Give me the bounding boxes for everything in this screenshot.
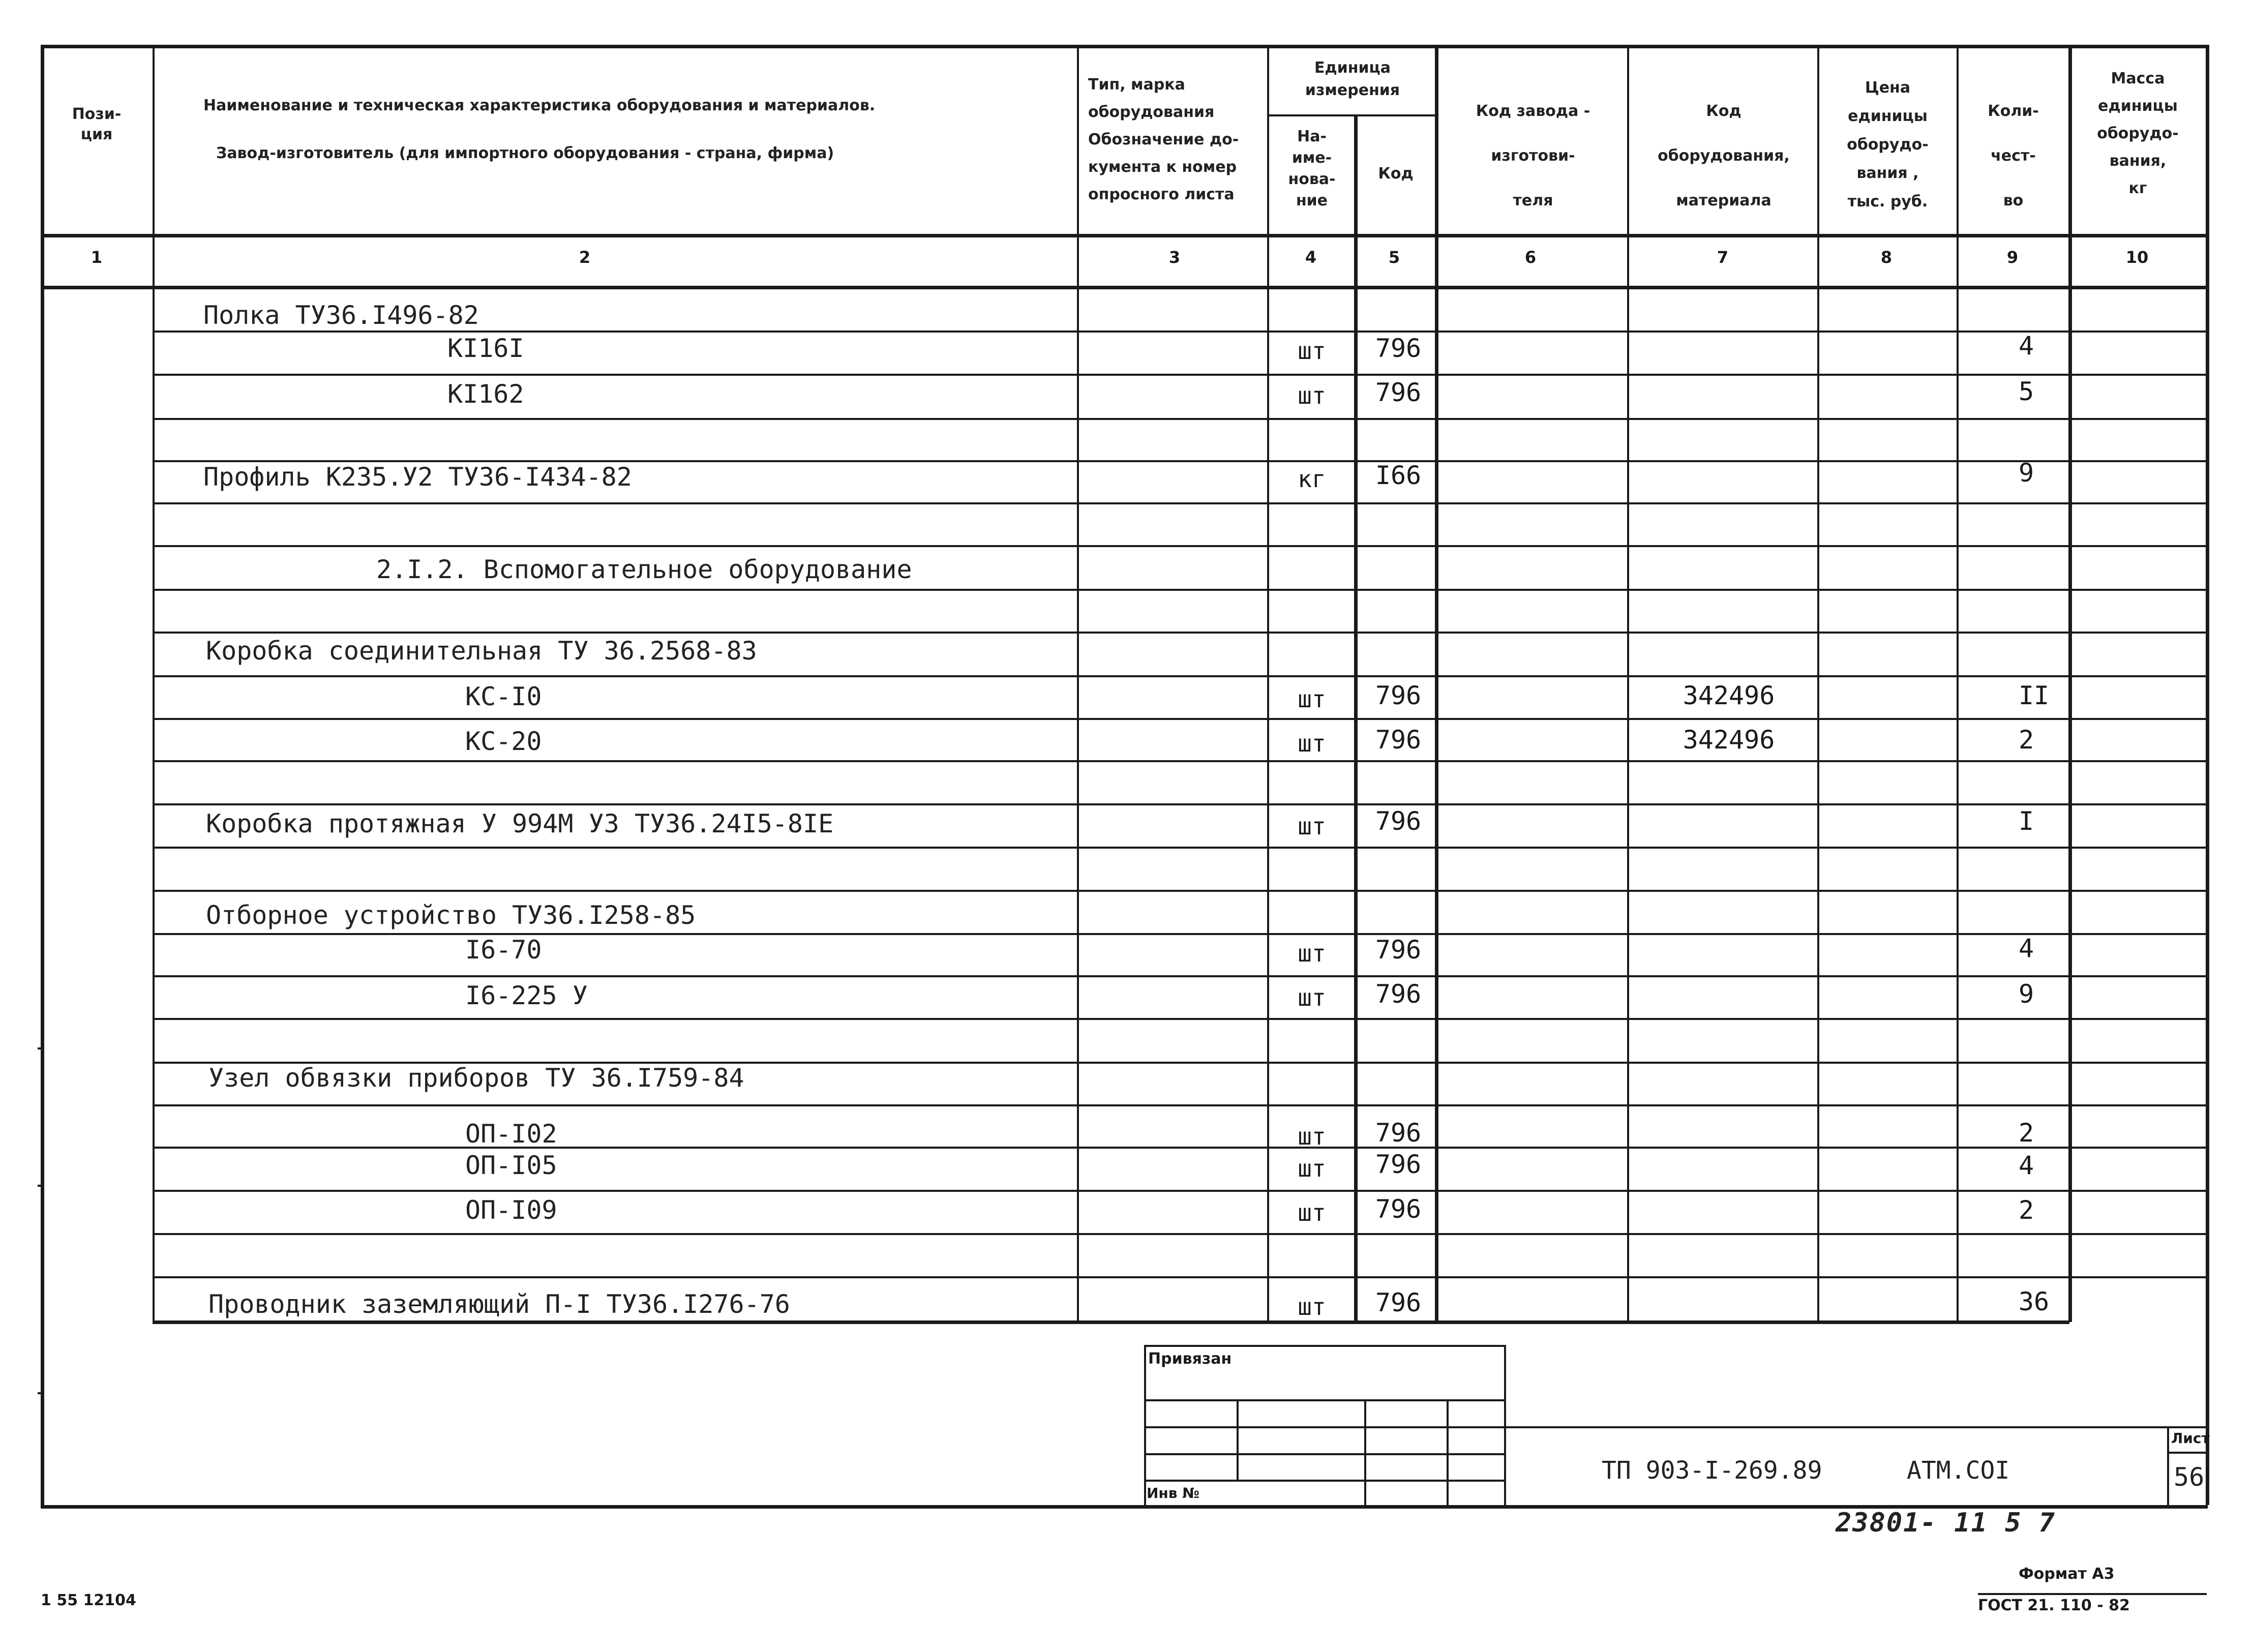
item-unit-code: 796 bbox=[1375, 725, 1422, 755]
stamp-line bbox=[1504, 1426, 2206, 1428]
item-name: I6-70 bbox=[465, 935, 542, 965]
item-quantity: 2 bbox=[2018, 1195, 2034, 1225]
item-name: КС-20 bbox=[465, 727, 542, 756]
row-line bbox=[153, 1147, 2206, 1149]
handwritten-number: 23801- 11 5 7 bbox=[1836, 1508, 2056, 1538]
stamp-line bbox=[1144, 1453, 1505, 1455]
header-unit: Единица измерения bbox=[1305, 59, 1400, 99]
row-line bbox=[153, 1018, 2206, 1020]
row-line bbox=[153, 675, 2206, 677]
header-mass: Масса единицы оборудо- вания, кг bbox=[2097, 70, 2179, 197]
stamp-line bbox=[1144, 1426, 1505, 1428]
row-line bbox=[153, 1233, 2206, 1235]
colnum-7: 7 bbox=[1717, 248, 1729, 267]
item-name: Проводник заземляющий П-I ТУ36.I276-76 bbox=[208, 1289, 790, 1319]
margin-tick bbox=[38, 1047, 44, 1049]
document-mark: АТМ.СОI bbox=[1907, 1456, 2010, 1485]
row-line bbox=[153, 374, 2206, 376]
stamp-line bbox=[2167, 1426, 2169, 1505]
sheet-label: Лист bbox=[2171, 1430, 2210, 1447]
colnum-1: 1 bbox=[91, 248, 103, 267]
header-type: Тип, марка оборудования Обозначение до- кумента к номер опросного листа bbox=[1088, 76, 1239, 203]
header-price: Цена единицы оборудо- вания , тыс. руб. bbox=[1847, 79, 1929, 211]
item-quantity: 4 bbox=[2018, 331, 2034, 361]
stamp-line bbox=[1144, 1399, 1505, 1401]
footer-left-code: 1 55 12104 bbox=[41, 1591, 136, 1609]
item-name: Профиль К235.У2 ТУ36-I434-82 bbox=[203, 462, 632, 492]
stamp-line bbox=[1504, 1345, 1506, 1505]
item-unit: шт bbox=[1298, 940, 1326, 967]
sheet-number: 56 bbox=[2174, 1462, 2205, 1492]
stamp-inventory-label: Инв № bbox=[1147, 1485, 1199, 1501]
row-line bbox=[153, 1190, 2206, 1192]
frame-top bbox=[41, 45, 2208, 48]
stamp-line bbox=[1364, 1399, 1366, 1505]
colnum-3: 3 bbox=[1168, 248, 1181, 267]
item-unit: кг bbox=[1298, 465, 1326, 493]
item-unit-code: 796 bbox=[1375, 935, 1422, 965]
item-unit-code: 796 bbox=[1375, 1118, 1422, 1148]
frame-left bbox=[41, 45, 44, 1505]
item-unit-code: 796 bbox=[1375, 1150, 1422, 1179]
item-quantity: 5 bbox=[2018, 377, 2034, 406]
item-quantity: 4 bbox=[2018, 1151, 2034, 1180]
row-line bbox=[153, 803, 2206, 805]
row-line bbox=[153, 1104, 2206, 1106]
item-unit: шт bbox=[1298, 382, 1326, 409]
header-unit-name: На- име- нова- ние bbox=[1288, 128, 1336, 209]
item-name: Коробка соединительная ТУ 36.2568-83 bbox=[206, 636, 757, 666]
colnum-9: 9 bbox=[2006, 248, 2019, 267]
stamp-line bbox=[1144, 1345, 1146, 1505]
item-name: Полка ТУ36.I496-82 bbox=[203, 301, 479, 330]
header-unit-code: Код bbox=[1378, 165, 1414, 183]
stamp-bound-label: Привязан bbox=[1148, 1350, 1232, 1368]
header-bottom bbox=[41, 234, 2208, 237]
item-unit: шт bbox=[1298, 984, 1326, 1011]
item-unit-code: 796 bbox=[1375, 979, 1422, 1009]
stamp-line bbox=[1144, 1480, 1505, 1482]
item-name: ОП-I09 bbox=[465, 1195, 557, 1225]
item-name: КI162 bbox=[447, 379, 524, 409]
item-unit-code: 796 bbox=[1375, 1194, 1422, 1224]
item-material-code: 342496 bbox=[1683, 725, 1775, 755]
colnum-5: 5 bbox=[1388, 248, 1400, 267]
margin-tick bbox=[38, 1185, 44, 1187]
header-quantity: Коли- чест- во bbox=[1988, 102, 2039, 209]
row-line bbox=[153, 632, 2206, 634]
col-sep-1 bbox=[153, 45, 155, 1322]
item-quantity: 9 bbox=[2018, 979, 2034, 1009]
row-line bbox=[153, 718, 2206, 720]
item-unit-code: 796 bbox=[1375, 681, 1422, 710]
item-name: КI16I bbox=[447, 334, 524, 363]
frame-right bbox=[2206, 45, 2209, 1505]
stamp-line bbox=[1237, 1399, 1239, 1480]
header-plant-code: Код завода - изготови- теля bbox=[1476, 102, 1590, 209]
row-line bbox=[153, 545, 2206, 547]
stamp-line bbox=[1144, 1345, 1505, 1347]
colnum-10: 10 bbox=[2125, 248, 2149, 267]
colnum-6: 6 bbox=[1524, 248, 1537, 267]
margin-tick bbox=[38, 1392, 44, 1394]
item-material-code: 342496 bbox=[1683, 681, 1775, 710]
row-line bbox=[153, 760, 2206, 762]
item-unit: шт bbox=[1298, 813, 1326, 840]
colnum-8: 8 bbox=[1880, 248, 1892, 267]
col-sep-8 bbox=[1957, 45, 1959, 1322]
item-quantity: I bbox=[2018, 806, 2034, 836]
item-name: КС-I0 bbox=[465, 682, 542, 711]
item-unit-code: 796 bbox=[1375, 806, 1422, 836]
item-name: ОП-I05 bbox=[465, 1151, 557, 1180]
col-sep-2 bbox=[1077, 45, 1079, 1322]
item-unit-code: I66 bbox=[1375, 461, 1422, 490]
footer-line bbox=[1978, 1593, 2207, 1595]
item-name: I6-225 У bbox=[465, 981, 588, 1010]
item-name: Узел обвязки приборов ТУ 36.I759-84 bbox=[208, 1063, 744, 1093]
row-line bbox=[153, 890, 2206, 892]
item-unit: шт bbox=[1298, 1199, 1326, 1226]
colnum-2: 2 bbox=[579, 248, 591, 267]
row-line bbox=[153, 1276, 2206, 1278]
col-sep-6 bbox=[1627, 45, 1629, 1322]
header-name-line2: Завод-изготовитель (для импортного оборудования - страна, фирма) bbox=[216, 144, 834, 162]
item-unit: шт bbox=[1298, 1123, 1326, 1150]
table-bottom bbox=[153, 1320, 2069, 1324]
item-quantity: 2 bbox=[2018, 725, 2034, 755]
footer-format: Формат А3 bbox=[2019, 1565, 2115, 1583]
document-code: ТП 903-I-269.89 bbox=[1602, 1456, 1822, 1485]
item-unit: шт bbox=[1298, 685, 1326, 713]
row-line bbox=[153, 418, 2206, 420]
row-line bbox=[153, 589, 2206, 591]
unit-subheader-line bbox=[1267, 114, 1435, 116]
row-line bbox=[153, 933, 2206, 935]
item-quantity: 9 bbox=[2018, 458, 2034, 488]
item-name: ОП-I02 bbox=[465, 1119, 557, 1149]
section-heading: 2.I.2. Вспомогательное оборудование bbox=[376, 555, 912, 584]
item-unit: шт bbox=[1298, 337, 1326, 365]
item-unit-code: 796 bbox=[1375, 378, 1422, 407]
stamp-line bbox=[2167, 1452, 2206, 1454]
item-quantity: II bbox=[2018, 681, 2050, 710]
header-equipment-code: Код оборудования, материала bbox=[1658, 102, 1790, 209]
item-quantity: 4 bbox=[2018, 934, 2034, 963]
item-name: Отборное устройство ТУ36.I258-85 bbox=[206, 900, 696, 930]
header-name-line1: Наименование и техническая характеристика оборудования и материалов. bbox=[203, 97, 876, 114]
item-unit: шт bbox=[1298, 1293, 1326, 1320]
col-sep-3 bbox=[1267, 45, 1269, 1322]
item-unit: шт bbox=[1298, 730, 1326, 757]
item-quantity: 2 bbox=[2018, 1118, 2034, 1148]
colnum-4: 4 bbox=[1305, 248, 1317, 267]
item-quantity: 36 bbox=[2018, 1287, 2050, 1316]
header-position: Пози- ция bbox=[72, 105, 122, 143]
footer-gost: ГОСТ 21. 110 - 82 bbox=[1978, 1597, 2130, 1614]
item-unit-code: 796 bbox=[1375, 1288, 1422, 1317]
item-unit-code: 796 bbox=[1375, 334, 1422, 363]
stamp-line bbox=[1447, 1399, 1449, 1505]
item-unit: шт bbox=[1298, 1155, 1326, 1182]
item-name: Коробка протяжная У 994М УЗ ТУ36.24I5-8IE bbox=[206, 809, 834, 838]
row-line bbox=[153, 502, 2206, 504]
row-line bbox=[153, 847, 2206, 849]
colnum-bottom bbox=[41, 286, 2208, 289]
row-line bbox=[153, 331, 2206, 333]
row-line bbox=[153, 975, 2206, 977]
